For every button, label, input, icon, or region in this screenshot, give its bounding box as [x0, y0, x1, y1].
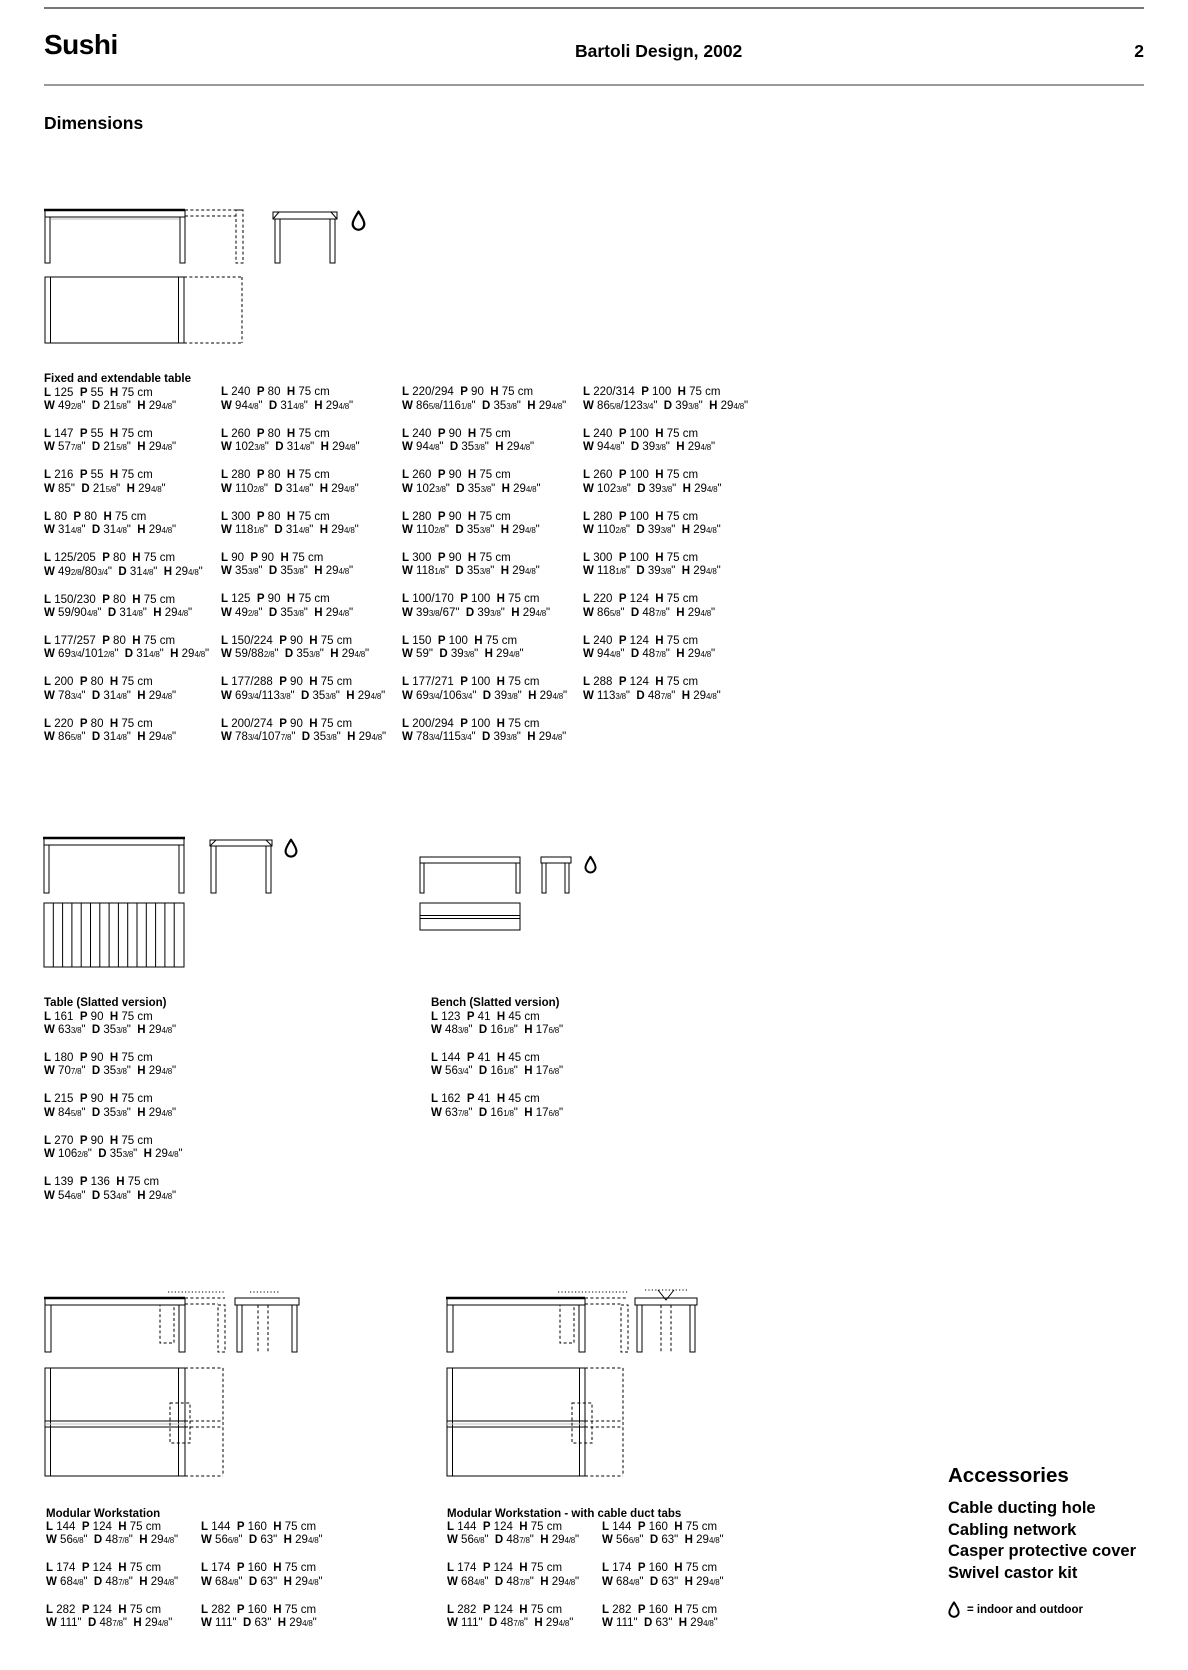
dimension-row	[583, 511, 763, 538]
dimension-row	[221, 511, 401, 538]
dimensions-cm: L 216 P 55 H 75 cm	[44, 469, 153, 482]
dimension-row	[583, 593, 763, 620]
dimensions-cm: L 150/224 P 90 H 75 cm	[221, 634, 353, 647]
accessory-item: Cable ducting hole	[948, 1499, 1096, 1517]
dimensions-inches: W 492/8/803/4" D 314/8" H 294/8"	[44, 565, 203, 578]
dimensions-cm: L 282 P 124 H 75 cm	[46, 1603, 162, 1616]
dimension-row	[583, 469, 763, 496]
dimensions-cm: L 144 P 160 H 75 cm	[201, 1521, 317, 1533]
fixed-table-plan-view	[45, 277, 242, 343]
droplet-icon	[284, 838, 298, 858]
workstation-heading: Modular Workstation	[46, 1508, 161, 1520]
dimensions-inches: W 684/8" D 487/8" H 294/8"	[46, 1575, 179, 1588]
dimensions-inches: W 944/8" D 353/8" H 294/8"	[402, 441, 535, 454]
dimensions-cm: L 150/230 P 80 H 75 cm	[44, 593, 176, 606]
dimensions-inches: W 59/882/8" D 353/8" H 294/8"	[221, 648, 370, 661]
bench-heading: Bench (Slatted version)	[431, 997, 560, 1009]
dimensions-cm: L 174 P 160 H 75 cm	[602, 1562, 718, 1575]
dimensions-cm: L 270 P 90 H 75 cm	[44, 1134, 153, 1147]
workstation-duct-front-view	[446, 1292, 628, 1352]
workstation-side-view	[235, 1292, 299, 1352]
dimensions-inches: W 693/4/1133/8" D 353/8" H 294/8"	[221, 689, 386, 702]
dimension-row	[402, 386, 582, 413]
dimension-row	[46, 1604, 226, 1631]
workstation-duct-side-view	[635, 1290, 697, 1352]
dimensions-cm: L 125/205 P 80 H 75 cm	[44, 552, 176, 565]
page-number: 2	[1134, 41, 1144, 61]
dimensions-inches: W 393/8/67" D 393/8" H 294/8"	[402, 606, 551, 619]
workstation-duct-heading: Modular Workstation - with cable duct tabs	[447, 1508, 682, 1520]
dimensions-cm: L 200/294 P 100 H 75 cm	[402, 717, 540, 730]
dimension-row	[44, 428, 224, 455]
dimension-row	[221, 428, 401, 455]
dimension-row	[431, 1093, 611, 1120]
dimension-row	[44, 1011, 224, 1038]
dimensions-inches: W 944/8" D 393/8" H 294/8"	[583, 441, 716, 454]
dimension-row	[402, 511, 582, 538]
dimension-row	[447, 1562, 627, 1589]
dimension-row	[402, 635, 582, 662]
dimensions-cm: L 139 P 136 H 75 cm	[44, 1176, 160, 1189]
workstation-duct-column-2	[602, 1521, 782, 1645]
dimensions-cm: L 125 P 55 H 75 cm	[44, 386, 153, 399]
dimensions-inches: W 1023/8" D 314/8" H 294/8"	[221, 441, 360, 454]
dimensions-cm: L 282 P 160 H 75 cm	[201, 1603, 317, 1616]
dimensions-inches: W 865/8/1161/8" D 353/8" H 294/8"	[402, 399, 567, 412]
dimension-row	[221, 552, 401, 579]
dimensions-inches: W 1062/8" D 353/8" H 294/8"	[44, 1148, 183, 1161]
accessory-item: Casper protective cover	[948, 1542, 1137, 1561]
dimension-row	[44, 552, 224, 579]
dimensions-inches: W 783/4/1077/8" D 353/8" H 294/8"	[221, 731, 387, 744]
dimensions-inches: W 684/8" D 487/8" H 294/8"	[447, 1575, 580, 1588]
dimension-row	[44, 1093, 224, 1120]
dimensions-inches: W 684/8" D 63" H 294/8"	[602, 1575, 724, 1588]
fixed-table-column-2	[221, 386, 401, 759]
accessories-heading: Accessories	[948, 1464, 1069, 1487]
dimensions-inches: W 483/8" D 161/8" H 176/8"	[431, 1023, 564, 1036]
dimensions-cm: L 144 P 124 H 75 cm	[447, 1521, 563, 1533]
dimensions-inches: W 566/8" D 63" H 294/8"	[201, 1534, 323, 1547]
dimension-row	[201, 1562, 381, 1589]
dimension-row	[402, 593, 582, 620]
dimensions-inches: W 633/8" D 353/8" H 294/8"	[44, 1023, 177, 1036]
dimension-row	[44, 469, 224, 496]
dimensions-inches: W 566/8" D 63" H 294/8"	[602, 1534, 724, 1547]
slatted-table-side-view	[210, 840, 272, 893]
dimensions-cm: L 300 P 90 H 75 cm	[402, 552, 511, 565]
dimensions-inches: W 1023/8" D 393/8" H 294/8"	[583, 482, 722, 495]
dimension-row	[402, 552, 582, 579]
dimensions-inches: W 577/8" D 215/8" H 294/8"	[44, 441, 177, 454]
dimensions-cm: L 174 P 124 H 75 cm	[447, 1562, 563, 1575]
dimension-rows	[431, 1011, 611, 1121]
dimensions-cm: L 220/314 P 100 H 75 cm	[583, 386, 721, 399]
dimensions-inches: W 783/4/1153/4" D 393/8" H 294/8"	[402, 731, 567, 744]
dimensions-inches: W 783/4" D 314/8" H 294/8"	[44, 689, 177, 702]
bench-section	[431, 996, 611, 1135]
slatted-table-plan-view	[44, 903, 184, 967]
accessory-item: Swivel castor kit	[948, 1563, 1078, 1582]
dimensions-inches: W 566/8" D 487/8" H 294/8"	[447, 1534, 580, 1547]
dimensions-cm: L 282 P 124 H 75 cm	[447, 1603, 563, 1616]
fixed-table-column-4	[583, 386, 763, 717]
dimensions-cm: L 260 P 80 H 75 cm	[221, 427, 330, 440]
dimensions-cm: L 174 P 160 H 75 cm	[201, 1562, 317, 1575]
dimension-row	[221, 676, 401, 703]
dimension-row	[402, 676, 582, 703]
dimensions-inches: W 865/8" D 314/8" H 294/8"	[44, 731, 177, 744]
dimensions-cm: L 220 P 124 H 75 cm	[583, 593, 699, 606]
dimension-row	[583, 676, 763, 703]
dimensions-inches: W 353/8" D 353/8" H 294/8"	[221, 565, 354, 578]
dimensions-inches: W 111" D 487/8" H 294/8"	[46, 1617, 173, 1630]
dimensions-heading: Dimensions	[44, 113, 144, 133]
dimensions-inches: W 314/8" D 314/8" H 294/8"	[44, 524, 177, 537]
dimensions-inches: W 1023/8" D 353/8" H 294/8"	[402, 482, 541, 495]
dimensions-inches: W 111" D 487/8" H 294/8"	[447, 1617, 574, 1630]
dimensions-cm: L 123 P 41 H 45 cm	[431, 1010, 540, 1023]
dimensions-cm: L 280 P 100 H 75 cm	[583, 510, 699, 523]
dimensions-cm: L 144 P 41 H 45 cm	[431, 1051, 540, 1064]
dimensions-cm: L 220 P 80 H 75 cm	[44, 717, 153, 730]
dimensions-cm: L 300 P 80 H 75 cm	[221, 510, 330, 523]
dimensions-cm: L 215 P 90 H 75 cm	[44, 1093, 153, 1106]
dimension-row	[583, 386, 763, 413]
bench-front-view	[420, 857, 520, 893]
dimensions-inches: W 492/8" D 215/8" H 294/8"	[44, 399, 177, 412]
dimensions-inches: W 1133/8" D 487/8" H 294/8"	[583, 689, 721, 702]
dimension-rows	[44, 1011, 224, 1203]
dimensions-cm: L 300 P 100 H 75 cm	[583, 552, 699, 565]
workstation-duct-column-1	[447, 1521, 627, 1645]
accessory-item: Cabling network	[948, 1520, 1077, 1539]
slatted-table-front-view	[43, 838, 185, 893]
dimensions-cm: L 144 P 160 H 75 cm	[602, 1521, 718, 1533]
dimensions-inches: W 492/8" D 353/8" H 294/8"	[221, 606, 354, 619]
dimension-row	[44, 511, 224, 538]
fixed-table-column-3	[402, 386, 582, 759]
dimensions-cm: L 260 P 100 H 75 cm	[583, 469, 699, 482]
workstation-column-2	[201, 1521, 381, 1645]
bench-plan-view	[420, 903, 520, 930]
dimensions-cm: L 144 P 124 H 75 cm	[46, 1521, 162, 1533]
legend-text: = indoor and outdoor	[967, 1603, 1083, 1616]
dimensions-cm: L 280 P 80 H 75 cm	[221, 469, 330, 482]
dimensions-cm: L 125 P 90 H 75 cm	[221, 593, 330, 606]
workstation-duct-plan-view	[447, 1368, 623, 1476]
dimensions-inches: W 693/4/1012/8" D 314/8" H 294/8"	[44, 648, 210, 661]
bench-side-view	[541, 857, 571, 893]
dimensions-cm: L 200 P 80 H 75 cm	[44, 676, 153, 689]
dimensions-cm: L 90 P 90 H 75 cm	[221, 552, 324, 565]
dimension-rows	[201, 1521, 381, 1631]
workstation-column-1	[46, 1521, 226, 1645]
dimensions-cm: L 240 P 100 H 75 cm	[583, 427, 699, 440]
dimensions-cm: L 180 P 90 H 75 cm	[44, 1051, 153, 1064]
dimension-row	[402, 428, 582, 455]
dimension-row	[602, 1521, 782, 1548]
dimensions-cm: L 288 P 124 H 75 cm	[583, 676, 699, 689]
dimension-row	[221, 593, 401, 620]
dimensions-cm: L 240 P 90 H 75 cm	[402, 427, 511, 440]
dimensions-inches: W 865/8/1233/4" D 393/8" H 294/8"	[583, 399, 749, 412]
dimensions-cm: L 162 P 41 H 45 cm	[431, 1093, 540, 1106]
droplet-icon	[351, 210, 366, 231]
workstation-plan-view	[45, 1368, 223, 1476]
dimensions-inches: W 637/8" D 161/8" H 176/8"	[431, 1106, 564, 1119]
workstation-front-view	[44, 1292, 225, 1352]
fixed-table-heading: Fixed and extendable table	[44, 373, 191, 385]
dimension-row	[431, 1011, 611, 1038]
dimensions-inches: W 684/8" D 63" H 294/8"	[201, 1575, 323, 1588]
dimension-row	[201, 1521, 381, 1548]
dimension-row	[44, 1135, 224, 1162]
slatted-table-section	[44, 996, 224, 1218]
dimension-row	[44, 387, 224, 414]
dimension-row	[44, 594, 224, 621]
dimensions-cm: L 147 P 55 H 75 cm	[44, 427, 153, 440]
dimension-row	[44, 676, 224, 703]
dimension-rows	[402, 386, 582, 744]
indoor-outdoor-legend	[948, 1601, 1083, 1618]
dimension-row	[201, 1604, 381, 1631]
dimension-row	[221, 718, 401, 745]
dimensions-inches: W 865/8" D 487/8" H 294/8"	[583, 606, 716, 619]
slatted-table-heading: Table (Slatted version)	[44, 997, 167, 1009]
dimension-row	[221, 469, 401, 496]
dimension-row	[602, 1562, 782, 1589]
dimensions-inches: W 845/8" D 353/8" H 294/8"	[44, 1106, 177, 1119]
dimension-row	[431, 1052, 611, 1079]
dimension-row	[583, 635, 763, 662]
accessories-list	[948, 1498, 1136, 1584]
dimension-rows	[46, 1521, 226, 1631]
dimension-row	[44, 635, 224, 662]
dimension-rows	[447, 1521, 627, 1631]
dimensions-inches: W 1102/8" D 314/8" H 294/8"	[221, 482, 359, 495]
dimensions-inches: W 944/8" D 487/8" H 294/8"	[583, 648, 716, 661]
dimensions-inches: W 546/8" D 534/8" H 294/8"	[44, 1189, 177, 1202]
dimension-row	[44, 718, 224, 745]
dimension-row	[447, 1604, 627, 1631]
fixed-table-column-1	[44, 372, 224, 759]
dimensions-inches: W 944/8" D 314/8" H 294/8"	[221, 399, 354, 412]
dimension-row	[221, 386, 401, 413]
dimension-row	[46, 1521, 226, 1548]
droplet-icon	[948, 1601, 960, 1618]
dimension-row	[583, 552, 763, 579]
dimensions-cm: L 200/274 P 90 H 75 cm	[221, 717, 353, 730]
dimensions-cm: L 174 P 124 H 75 cm	[46, 1562, 162, 1575]
dimensions-cm: L 177/288 P 90 H 75 cm	[221, 676, 353, 689]
dimensions-inches: W 59/904/8" D 314/8" H 294/8"	[44, 606, 193, 619]
dimension-row	[447, 1521, 627, 1548]
dimensions-inches: W 111" D 63" H 294/8"	[602, 1617, 718, 1630]
dimensions-inches: W 707/8" D 353/8" H 294/8"	[44, 1065, 177, 1078]
dimensions-inches: W 693/4/1063/4" D 393/8" H 294/8"	[402, 689, 568, 702]
dimensions-inches: W 1102/8" D 353/8" H 294/8"	[402, 524, 540, 537]
dimension-row	[221, 635, 401, 662]
dimensions-inches: W 563/4" D 161/8" H 176/8"	[431, 1065, 564, 1078]
designer-credit: Bartoli Design, 2002	[575, 41, 743, 61]
dimensions-inches: W 1181/8" D 314/8" H 294/8"	[221, 524, 359, 537]
droplet-icon	[584, 855, 597, 874]
dimension-row	[402, 469, 582, 496]
dimensions-cm: L 282 P 160 H 75 cm	[602, 1603, 718, 1616]
dimensions-inches: W 85" D 215/8" H 294/8"	[44, 482, 166, 495]
fixed-table-front-view	[44, 210, 243, 263]
dimensions-inches: W 1181/8" D 353/8" H 294/8"	[402, 565, 540, 578]
dimensions-cm: L 100/170 P 100 H 75 cm	[402, 593, 540, 606]
dimension-rows	[602, 1521, 782, 1631]
dimensions-cm: L 260 P 90 H 75 cm	[402, 469, 511, 482]
dimension-row	[402, 718, 582, 745]
dimensions-cm: L 240 P 124 H 75 cm	[583, 634, 699, 647]
dimensions-inches: W 1102/8" D 393/8" H 294/8"	[583, 524, 721, 537]
dimension-rows	[583, 386, 763, 703]
dimension-rows	[221, 386, 401, 744]
dimensions-inches: W 59" D 393/8" H 294/8"	[402, 648, 524, 661]
dimensions-cm: L 220/294 P 90 H 75 cm	[402, 386, 534, 399]
dimensions-inches: W 1181/8" D 393/8" H 294/8"	[583, 565, 721, 578]
dimensions-cm: L 177/257 P 80 H 75 cm	[44, 634, 176, 647]
dimension-row	[44, 1052, 224, 1079]
dimensions-inches: W 111" D 63" H 294/8"	[201, 1617, 317, 1630]
dimensions-inches: W 566/8" D 487/8" H 294/8"	[46, 1534, 179, 1547]
dimension-row	[583, 428, 763, 455]
dimensions-cm: L 240 P 80 H 75 cm	[221, 386, 330, 399]
dimensions-cm: L 177/271 P 100 H 75 cm	[402, 676, 540, 689]
dimension-row	[602, 1604, 782, 1631]
dimensions-cm: L 161 P 90 H 75 cm	[44, 1010, 153, 1023]
fixed-table-side-view	[273, 212, 337, 263]
dimensions-cm: L 280 P 90 H 75 cm	[402, 510, 511, 523]
dimensions-cm: L 80 P 80 H 75 cm	[44, 510, 147, 523]
product-title: Sushi	[44, 29, 118, 60]
dimensions-cm: L 150 P 100 H 75 cm	[402, 634, 518, 647]
dimension-rows	[44, 387, 224, 745]
dimension-row	[44, 1176, 224, 1203]
dimension-row	[46, 1562, 226, 1589]
